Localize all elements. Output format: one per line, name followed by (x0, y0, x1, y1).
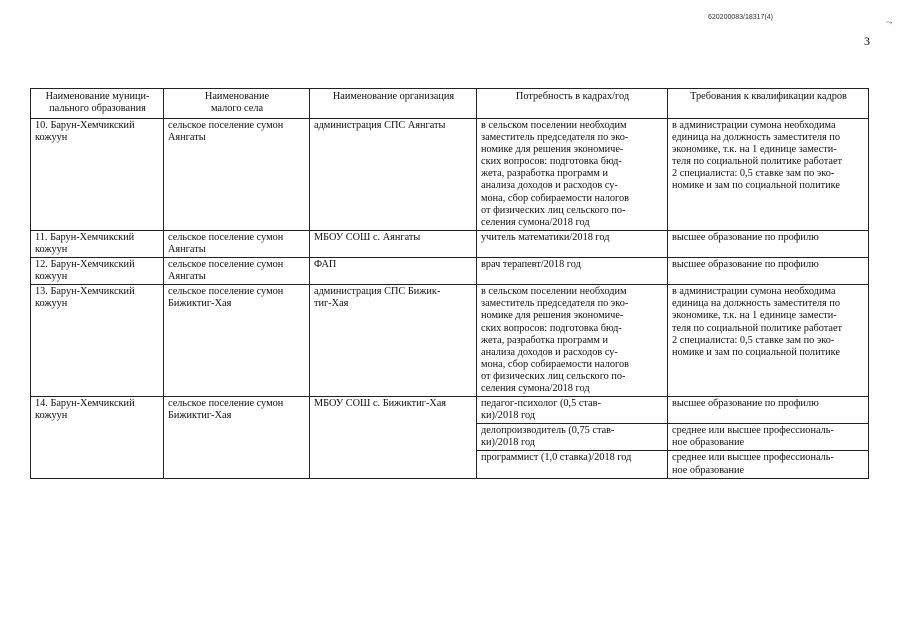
village-cell: сельское поселение сумон Аянгаты (164, 230, 310, 257)
municipality-cell: 14. Барун-Хемчикский кожуун (31, 397, 164, 479)
requirements-cell: среднее или высшее профессиональ- ное образование (668, 424, 869, 451)
page-number: 3 (864, 34, 870, 48)
requirements-cell: среднее или высшее профессиональ- ное образование (668, 451, 869, 478)
needs-cell: педагог-психолог (0,5 став- ки)/2018 год (477, 397, 668, 424)
document-code: 620200083/18317(4) (708, 14, 774, 21)
organization-cell: МБОУ СОШ с. Бижиктиг-Хая (310, 397, 477, 479)
column-header: Наименование малого села (164, 89, 310, 119)
requirements-cell: в администрации сумона необходима единица на должность заместителя по экономике, т.к. на 1 единице замести- теля по социальной политике работает 2 специалиста: 0,5 ставке зам по эко- номике и зам по социальной политике (668, 119, 869, 231)
requirements-cell: высшее образование по профилю (668, 397, 869, 424)
staffing-needs-table (30, 88, 869, 479)
column-header: Наименование организация (310, 89, 477, 119)
needs-cell: врач терапевт/2018 год (477, 258, 668, 285)
organization-cell: МБОУ СОШ с. Аянгаты (310, 230, 477, 257)
table-row (31, 230, 869, 257)
organization-cell: администрация СПС Бижик- тиг-Хая (310, 285, 477, 397)
municipality-cell: 12. Барун-Хемчикский кожуун (31, 258, 164, 285)
table-row (31, 258, 869, 285)
village-cell: сельское поселение сумон Бижиктиг-Хая (164, 285, 310, 397)
organization-cell: администрация СПС Аянгаты (310, 119, 477, 231)
organization-cell: ФАП (310, 258, 477, 285)
requirements-cell: высшее образование по профилю (668, 230, 869, 257)
village-cell: сельское поселение сумон Аянгаты (164, 119, 310, 231)
table-row (31, 397, 869, 424)
municipality-cell: 10. Барун-Хемчикский кожуун (31, 119, 164, 231)
column-header: Требования к квалификации кадров (668, 89, 869, 119)
column-header: Потребность в кадрах/год (477, 89, 668, 119)
needs-cell: учитель математики/2018 год (477, 230, 668, 257)
municipality-cell: 11. Барун-Хемчикский кожуун (31, 230, 164, 257)
table-row (31, 119, 869, 231)
table-header-row (31, 89, 869, 119)
village-cell: сельское поселение сумон Аянгаты (164, 258, 310, 285)
needs-cell: делопроизводитель (0,75 став- ки)/2018 год (477, 424, 668, 451)
municipality-cell: 13. Барун-Хемчикский кожуун (31, 285, 164, 397)
corner-mark-icon: ⤳ (886, 18, 893, 27)
needs-cell: в сельском поселении необходим заместитель председателя по эко- номике для решения экономиче- ских вопросов: подготовка бюд- жета, разработка программ и анализа доходов и расходов су- мона, сбор собираемости налогов от физических лиц сельского по- селения сумона/2018 год (477, 285, 668, 397)
requirements-cell: в администрации сумона необходима единица на должность заместителя по экономике, т.к. на 1 единице замести- теля по социальной политике работает 2 специалиста: 0,5 ставке зам по эко- номике и зам по социальной политике (668, 285, 869, 397)
needs-cell: в сельском поселении необходим заместитель председателя по эко- номике для решения экономиче- ских вопросов: подготовка бюд- жета, разработка программ и анализа доходов и расходов су- мона, сбор собираемости налогов от физических лиц сельского по- селения сумона/2018 год (477, 119, 668, 231)
table-row (31, 285, 869, 397)
table-body (31, 119, 869, 479)
village-cell: сельское поселение сумон Бижиктиг-Хая (164, 397, 310, 479)
requirements-cell: высшее образование по профилю (668, 258, 869, 285)
needs-cell: программист (1,0 ставка)/2018 год (477, 451, 668, 478)
column-header: Наименование муници- пального образования (31, 89, 164, 119)
